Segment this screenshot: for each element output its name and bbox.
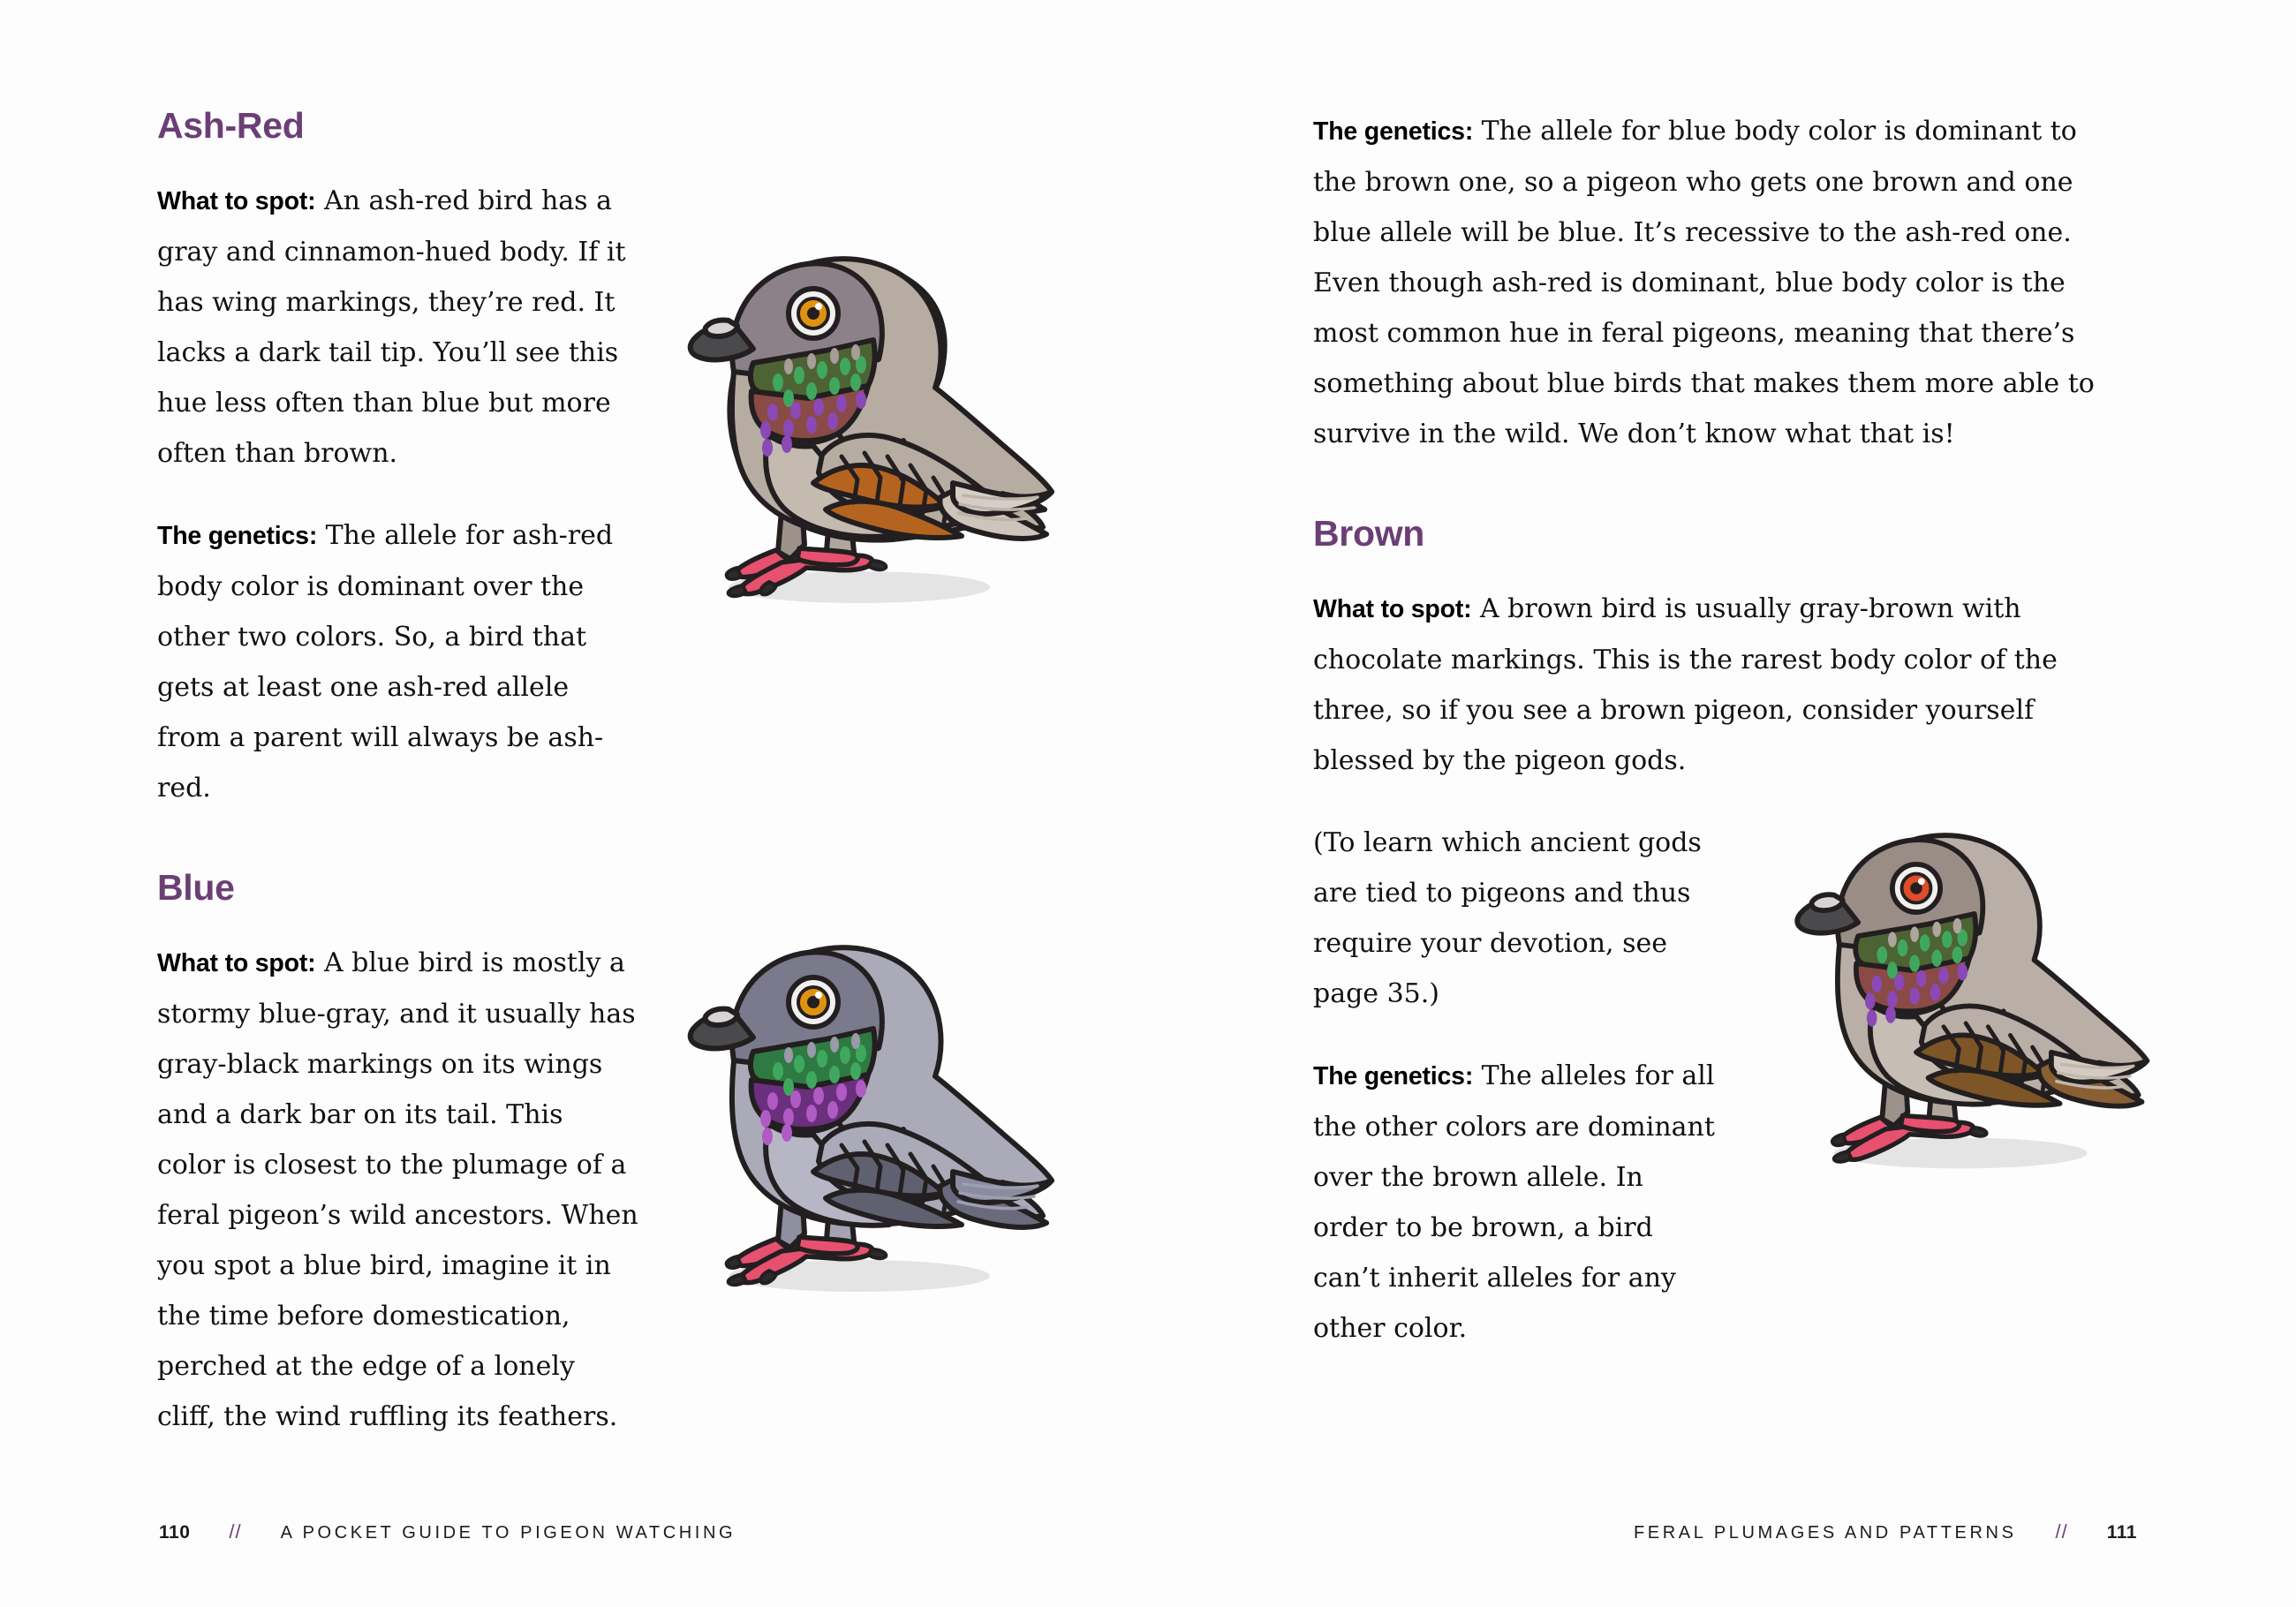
- blue-pigeon-illustration: [649, 887, 1060, 1307]
- paragraph-text: A brown bird is usually gray-brown with chocolate markings. This is the rarest body color of the three, so if you see a brown pigeon, consider yourself blessed by the pigeon gods.: [1313, 593, 2058, 777]
- paragraph-text: An ash-red bird has a gray and cinnamon-hued body. If it has wing markings, they’re red. It lacks a dark tail tip. You’ll see this hue less often than blue but more often than brown.: [157, 185, 626, 470]
- footer-separator-icon: //: [229, 1520, 242, 1543]
- section-heading-blue: Blue: [157, 867, 235, 909]
- page-number-left: 110: [159, 1522, 191, 1543]
- paragraph-brown-parenthetical: [1313, 818, 1715, 1019]
- paragraph-text: A blue bird is mostly a stormy blue-gray, and it usually has gray-black markings on its wings and a dark bar on its tail. This color is closest to the plumage of a feral pigeon’s wild ancestors. When you spot a blue bird, imagine it in the time before domestication, perched at the edge of a lonely cliff, the wind ruffling its feathers.: [157, 947, 638, 1433]
- paragraph-brown-what-to-spot: [1313, 584, 2108, 786]
- running-head-right: FERAL PLUMAGES AND PATTERNS: [1633, 1523, 2017, 1543]
- footer-separator-icon: //: [2055, 1520, 2068, 1543]
- paragraph-brown-genetics: [1313, 1051, 1715, 1354]
- paragraph-text: (To learn which ancient gods are tied to pigeons and thus require your devotion, see page 35.): [1313, 827, 1702, 1010]
- lead-in-what-to-spot: What to spot:: [157, 187, 316, 216]
- lead-in-the-genetics: The genetics:: [157, 522, 318, 551]
- paragraph-blue-genetics: [1313, 106, 2108, 459]
- lead-in-the-genetics: The genetics:: [1313, 1062, 1474, 1091]
- page-number-right: 111: [2106, 1522, 2137, 1543]
- paragraph-blue-what-to-spot: [157, 938, 638, 1442]
- ash-red-pigeon-illustration: [649, 199, 1060, 618]
- footer-left: [159, 1520, 736, 1543]
- paragraph-ash-red-what-to-spot: [157, 176, 638, 479]
- footer-right: [1634, 1520, 2137, 1543]
- running-head-left: A POCKET GUIDE TO PIGEON WATCHING: [280, 1523, 736, 1543]
- lead-in-what-to-spot: What to spot:: [157, 949, 316, 978]
- paragraph-text: The allele for blue body color is dominant to the brown one, so a pigeon who gets one brown and one blue allele will be blue. It’s recessive to the ash-red one. Even though ash-red is dominant, blue body color is the most common hue in feral pigeons, meaning that there’s something about blue birds that makes them more able to survive in the wild. We don’t know what that is!: [1313, 116, 2095, 449]
- section-heading-brown: Brown: [1313, 513, 1425, 554]
- section-heading-ash-red: Ash-Red: [157, 105, 305, 146]
- brown-pigeon-illustration: [1757, 777, 2155, 1183]
- left-text-column: [157, 106, 638, 1442]
- paragraph-text: The alleles for all the other colors are dominant over the brown allele. In order to be brown, a bird can’t inherit alleles for any other color.: [1313, 1060, 1715, 1345]
- lead-in-the-genetics: The genetics:: [1313, 117, 1474, 146]
- paragraph-ash-red-genetics: [157, 510, 638, 813]
- lead-in-what-to-spot: What to spot:: [1313, 595, 1472, 624]
- paragraph-text: The allele for ash-red body color is dominant over the other two colors. So, a bird that gets at least one ash-red allele from a parent will always be ash-red.: [157, 520, 614, 804]
